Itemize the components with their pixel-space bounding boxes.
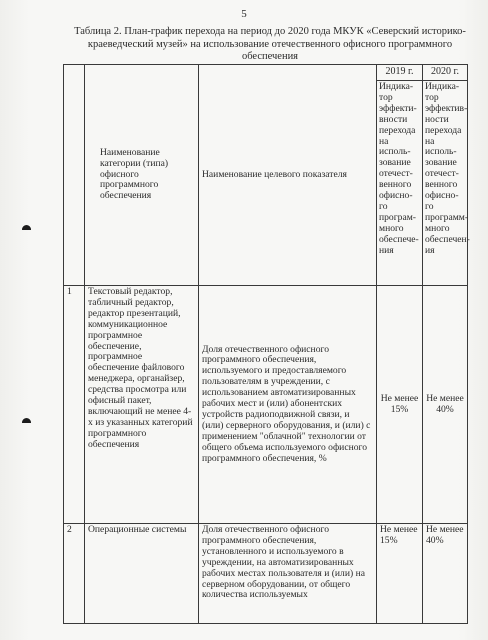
punch-hole-top bbox=[22, 225, 31, 234]
indicator-2019-header: Индика-тор эффекти-вности перехода на исполь-зование отечест-венного офисно-го програм-много обеспече-ния bbox=[377, 81, 423, 286]
page-number: 5 bbox=[241, 8, 247, 20]
row-category: Операционные системы bbox=[85, 524, 199, 624]
header-indicator: Наименование целевого показателя bbox=[202, 168, 347, 180]
row-value-2019: Не менее 15% bbox=[377, 524, 423, 624]
row-number: 2 bbox=[64, 524, 85, 624]
header-indicator-cell bbox=[199, 65, 377, 286]
table-caption: Таблица 2. План-график перехода на период до 2020 года МКУК «Северский историко-краеведческий музей» на использование отечественного офисного программного обеспечения bbox=[74, 26, 466, 62]
row-indicator bbox=[199, 286, 377, 524]
header-category-cell bbox=[85, 65, 199, 286]
row-number: 1 bbox=[64, 286, 85, 524]
row-indicator-text: Доля отечественного офисного программного обеспечения, используемого и предоставляемого пользователям в учреждении, с использованием автоматизированных рабочих мест и (или) абонентских устройств радиоподвижной связи, и (или) серверного оборудования, и (или) с применением "облачной" технологии от общего объема используемого офисного программного обеспечения, % bbox=[202, 343, 371, 464]
row-indicator: Доля отечественного офисного программного обеспечения, установленного и используемого в учреждении, на автоматизированных рабочих местах пользователя и (или) на серверном оборудовании, от общего количества используемых bbox=[199, 524, 377, 624]
row-value-2020: Не менее 40% bbox=[423, 524, 468, 624]
punch-hole-bottom bbox=[22, 418, 31, 427]
header-num-cell bbox=[64, 65, 85, 286]
indicator-2020-header: Индика-тор эффектив-ности перехода на исполь-зование отечест-венного офисно-го программ-много обеспечен-ия bbox=[423, 81, 468, 286]
row-category: Текстовый редактор, табличный редактор, редактор презентаций, коммуникационное программное обеспечение, программное обеспечение файлового менеджера, органайзер, средства просмотра или офисный пакет, включающий не менее 4-х из указанных категорий программного обеспечения bbox=[85, 286, 199, 524]
transition-plan-table bbox=[63, 64, 468, 624]
row-value-2019: Не менее 15% bbox=[377, 286, 423, 524]
year-2019-header: 2019 г. bbox=[377, 65, 423, 81]
table-row bbox=[64, 286, 468, 524]
table-row bbox=[64, 524, 468, 624]
row-value-2020: Не менее 40% bbox=[423, 286, 468, 524]
year-2020-header: 2020 г. bbox=[423, 65, 468, 81]
header-category: Наименование категории (типа) офисного программного обеспечения bbox=[100, 146, 169, 202]
